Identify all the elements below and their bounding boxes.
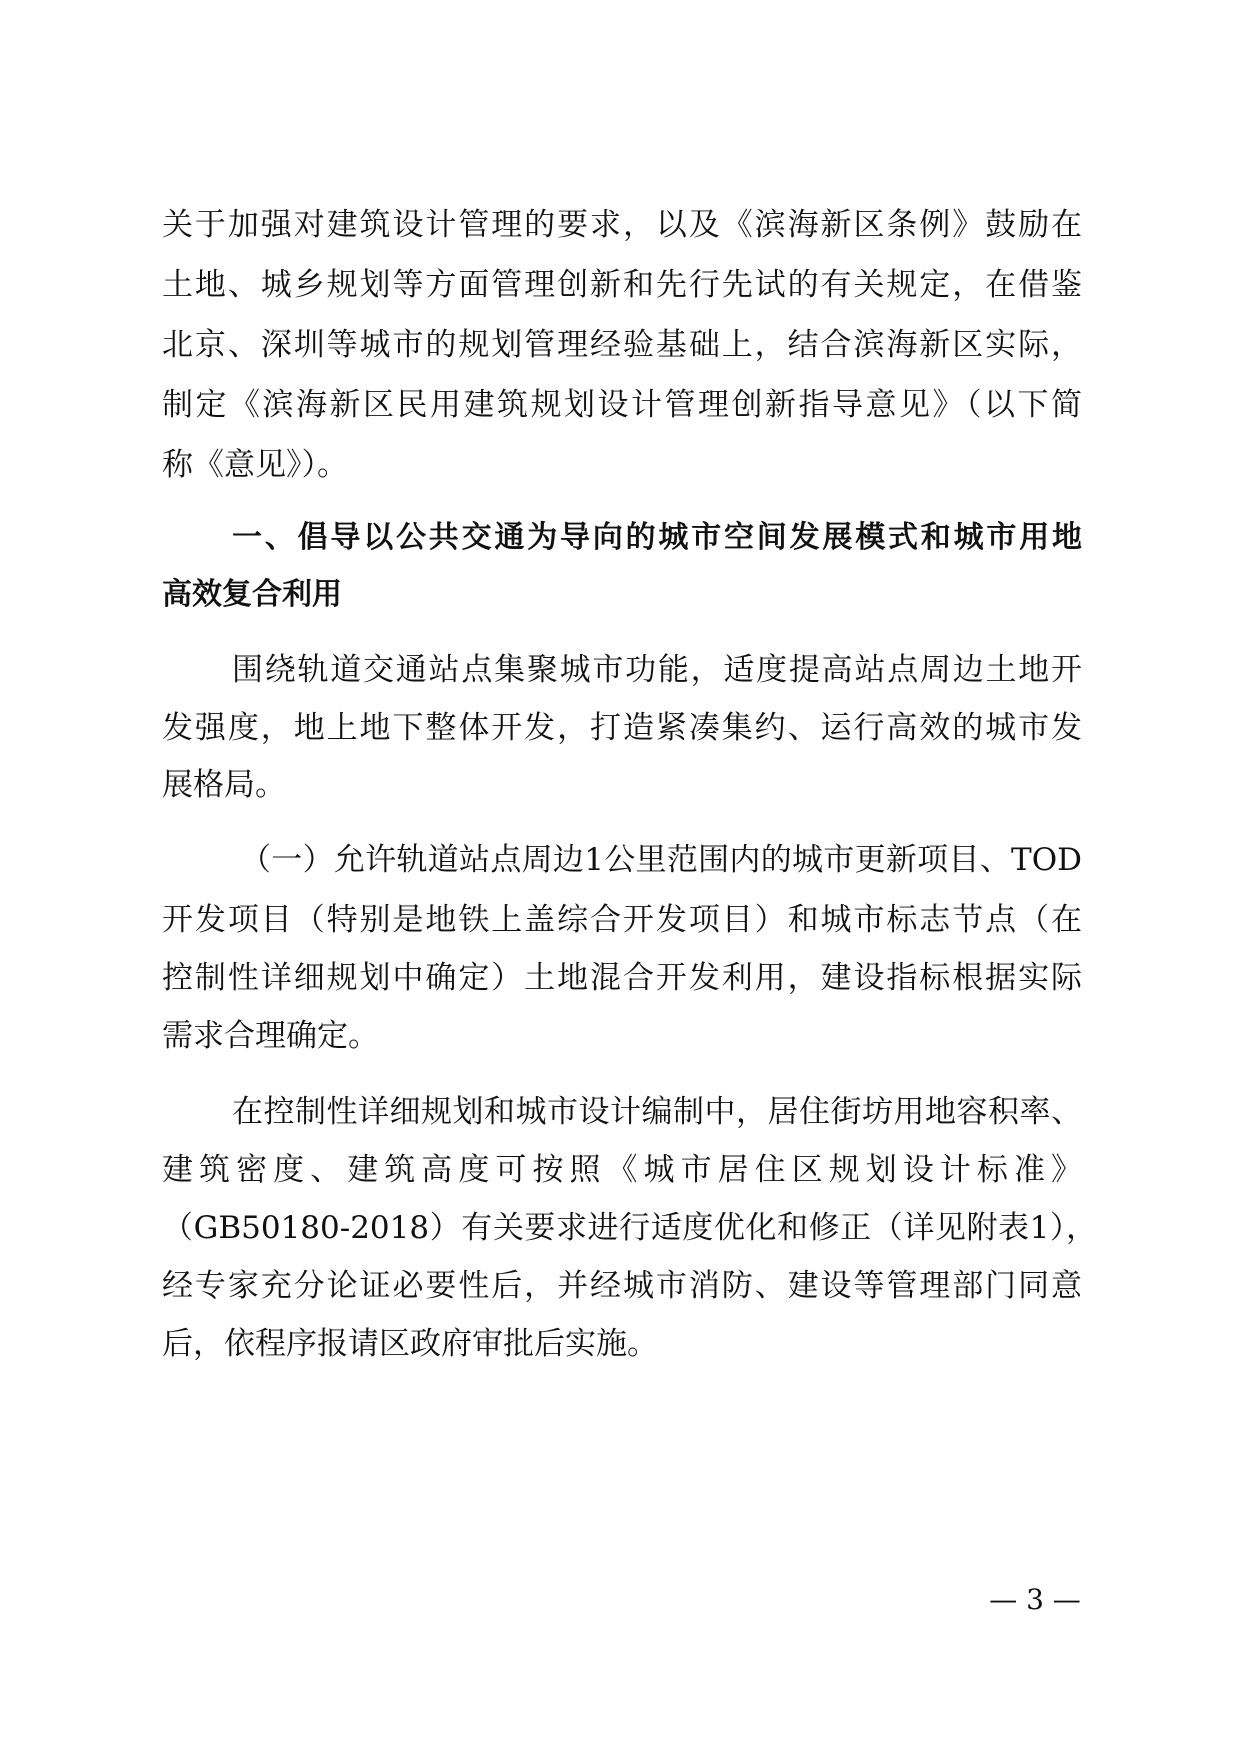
intro-line-4: 制定《滨海新区民用建筑规划设计管理创新指导意见》（以下简 (162, 387, 1082, 423)
item-1-line-1: （一）允许轨道站点周边1公里范围内的城市更新项目、TOD (240, 842, 1082, 878)
paragraph-2-line-5: 后，依程序报请区政府审批后实施。 (162, 1326, 658, 1362)
paragraph-1-line-3: 展格局。 (162, 767, 286, 803)
page-number: — 3 — (989, 1583, 1081, 1616)
intro-line-3: 北京、深圳等城市的规划管理经验基础上，结合滨海新区实际， (162, 327, 1082, 363)
paragraph-2-line-1: 在控制性详细规划和城市设计编制中，居住街坊用地容积率、 (232, 1094, 1082, 1130)
paragraph-2-line-3: （GB50180-2018）有关要求进行适度优化和修正（详见附表1）， (162, 1210, 1097, 1246)
item-1-line-2: 开发项目（特别是地铁上盖综合开发项目）和城市标志节点（在 (162, 902, 1082, 938)
item-1-line-3: 控制性详细规划中确定）土地混合开发利用，建设指标根据实际 (162, 960, 1082, 996)
intro-line-2: 土地、城乡规划等方面管理创新和先行先试的有关规定，在借鉴 (162, 267, 1082, 303)
section-heading-line-2: 高效复合利用 (162, 577, 342, 612)
item-1-line-4: 需求合理确定。 (162, 1018, 379, 1054)
paragraph-2-line-4: 经专家充分论证必要性后，并经城市消防、建设等管理部门同意 (162, 1268, 1082, 1304)
paragraph-2-line-2: 建筑密度、建筑高度可按照《城市居住区规划设计标准》 (162, 1152, 1082, 1188)
paragraph-1-line-2: 发强度，地上地下整体开发，打造紧凑集约、运行高效的城市发 (162, 710, 1082, 746)
section-heading-line-1: 一、倡导以公共交通为导向的城市空间发展模式和城市用地 (232, 520, 1082, 555)
paragraph-1-line-1: 围绕轨道交通站点集聚城市功能，适度提高站点周边土地开 (232, 652, 1082, 688)
intro-line-5: 称《意见》）。 (162, 447, 348, 483)
intro-line-1: 关于加强对建筑设计管理的要求，以及《滨海新区条例》鼓励在 (162, 207, 1082, 243)
